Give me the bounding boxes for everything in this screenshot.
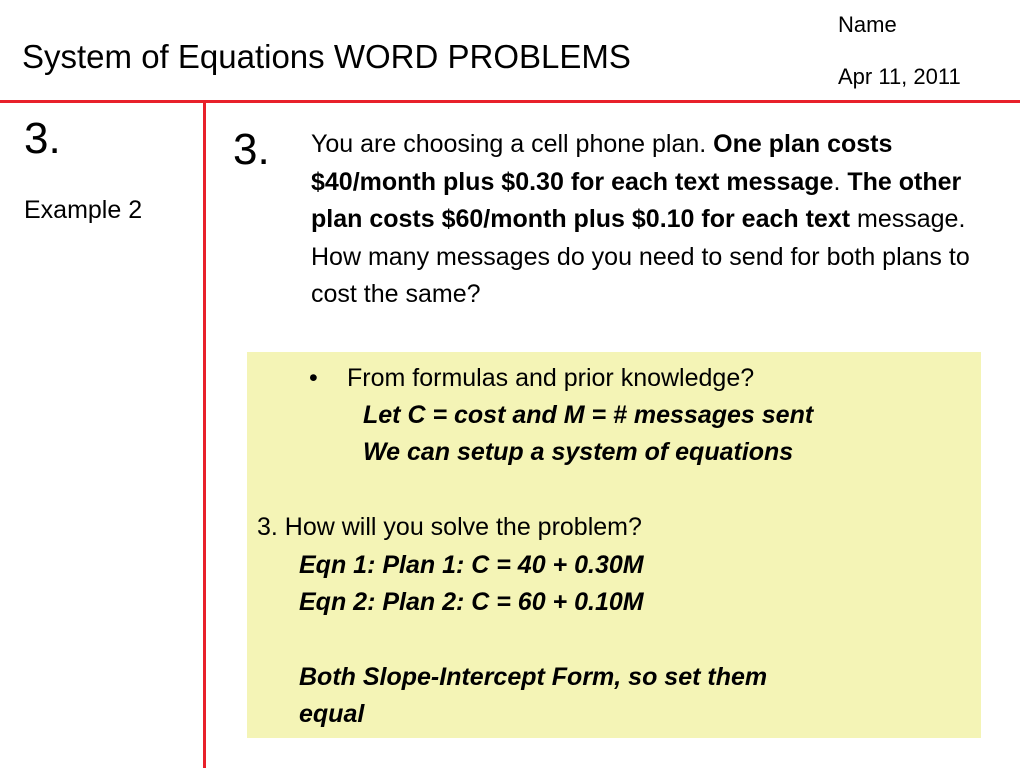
problem-part: You are choosing a cell phone plan.	[311, 130, 714, 158]
problem-statement	[311, 126, 1001, 314]
slide-title: System of Equations WORD PROBLEMS	[22, 38, 631, 75]
sidebar-number: 3.	[24, 114, 61, 163]
problem-part-bold: The other plan costs $60/month plus $0.10 for each text	[311, 167, 962, 233]
bullet-text: From formulas and prior knowledge?	[347, 364, 755, 392]
header-divider	[0, 100, 1020, 103]
bullet-icon: •	[309, 364, 318, 392]
sidebar-label: Example 2	[24, 196, 143, 224]
setup-statement: We can setup a system of equations	[363, 438, 794, 466]
sidebar-divider	[203, 100, 206, 768]
equation-1: Eqn 1: Plan 1: C = 40 + 0.30M	[299, 551, 644, 579]
conclusion-line-1: Both Slope-Intercept Form, so set them	[299, 663, 768, 691]
name-label: Name	[838, 12, 897, 37]
equation-2: Eqn 2: Plan 2: C = 60 + 0.10M	[299, 588, 644, 616]
answer-box	[247, 352, 981, 738]
problem-part: .	[833, 167, 848, 196]
problem-part: message. How many messages do you need to send for both plans to cost the same?	[311, 205, 970, 308]
problem-number: 3.	[233, 125, 270, 174]
conclusion-line-2: equal	[299, 700, 365, 728]
let-statement: Let C = cost and M = # messages sent	[363, 401, 814, 429]
date-label: Apr 11, 2011	[838, 64, 961, 89]
problem-part-bold: One plan costs $40/month plus $0.30 for each text message	[311, 130, 893, 196]
solve-question: 3. How will you solve the problem?	[257, 513, 642, 541]
